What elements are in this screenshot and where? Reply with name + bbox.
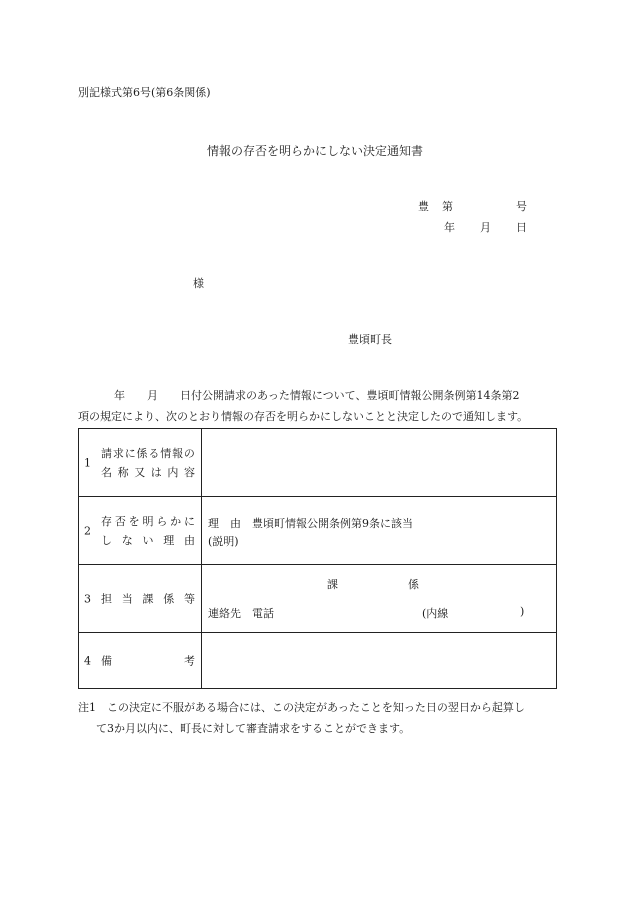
label-char: 内 [167,465,179,479]
row-label-cell [79,497,202,565]
row-label [101,512,195,550]
row-label [101,651,195,670]
label-char: 備 [101,654,112,667]
footnote-line-1: 注1 この決定に不服がある場合には、この決定があったことを知った日の翌日から起算し [78,701,525,714]
label-char: 又 [134,465,146,479]
label-char: 課 [142,592,154,605]
contact-phone-label: 連絡先 電話 [208,607,274,620]
reference-prefix: 豊 [418,200,429,213]
label-char: 明 [142,514,154,528]
row-label-cell [79,633,202,689]
label-char: 考 [184,654,195,667]
label-char: 当 [121,592,133,605]
label-line [101,589,195,608]
reference-dai: 第 [442,200,453,213]
label-char: 存 [101,514,112,528]
footnote-line-2: て3か月以内に、町長に対して審査請求をすることができます。 [96,722,411,735]
row-number: 2 [84,524,91,537]
label-char: 請 [101,446,112,460]
row-label [101,589,195,608]
date-row [418,219,530,240]
row-value-cell [202,497,557,565]
department-label: 課 [327,578,338,591]
label-char: か [170,514,182,528]
document-title: 情報の存否を明らかにしない決定通知書 [206,144,423,158]
label-char: に [183,514,195,528]
label-line [101,651,195,670]
label-char: 否 [114,514,126,528]
label-line [101,531,195,550]
row-number: 3 [84,592,91,605]
label-char: 等 [184,592,195,605]
label-line [101,463,195,482]
row-value-cell [202,565,557,633]
label-char: る [148,446,160,460]
label-char: な [121,533,133,547]
table-row-reason [79,497,557,565]
table-row-request-info [79,429,557,497]
label-char: し [101,533,112,547]
table-row-contact [79,565,557,633]
label-char: は [150,465,162,479]
label-char: を [128,514,140,528]
notice-table [78,428,557,689]
footnotes [78,697,558,739]
label-char: 係 [136,446,148,460]
row-number: 1 [84,456,91,469]
notice-body [78,385,556,427]
label-char: 称 [117,465,129,479]
reason-explanation-label: (説明) [208,535,239,548]
row-number: 4 [84,654,91,667]
extension-open: (内線 [422,607,449,620]
label-char: 由 [184,533,195,547]
addressee-suffix: 様 [193,277,204,290]
row-label-cell [79,429,202,497]
label-char: ら [156,514,168,528]
label-char: 係 [163,592,175,605]
label-char: 理 [163,533,175,547]
label-char: 報 [172,446,184,460]
reference-number-row [418,198,530,219]
date-year: 年 [444,221,455,234]
row-label [101,444,195,482]
date-month: 月 [480,221,491,234]
row-label-cell [79,565,202,633]
date-day: 日 [516,221,527,234]
label-char: の [183,446,195,460]
label-line [101,444,195,463]
extension-close: ) [520,605,525,618]
issuer-name: 豊頃町長 [348,333,392,346]
notice-body-line-2: 項の規定により、次のとおり情報の存否を明らかにしないことと決定したので通知します。 [78,410,529,423]
reason-statement: 理 由 豊頃町情報公開条例第9条に該当 [208,517,413,530]
label-char: 求 [112,446,124,460]
label-char: 情 [160,446,172,460]
label-char: 容 [183,465,195,479]
label-char: に [124,446,136,460]
label-char: 名 [101,465,112,479]
table-row-remarks [79,633,557,689]
section-label: 係 [408,578,419,591]
notice-body-line-1: 年 月 日付公開請求のあった情報について、豊頃町情報公開条例第14条第2 [114,389,520,402]
row-value-cell [202,633,557,689]
form-number: 別記様式第6号(第6条関係) [78,86,211,99]
row-value-cell [202,429,557,497]
reference-go: 号 [516,200,527,213]
label-line [101,512,195,531]
label-char: 担 [101,592,112,605]
reference-number-block [418,198,530,240]
label-char: い [142,533,154,547]
